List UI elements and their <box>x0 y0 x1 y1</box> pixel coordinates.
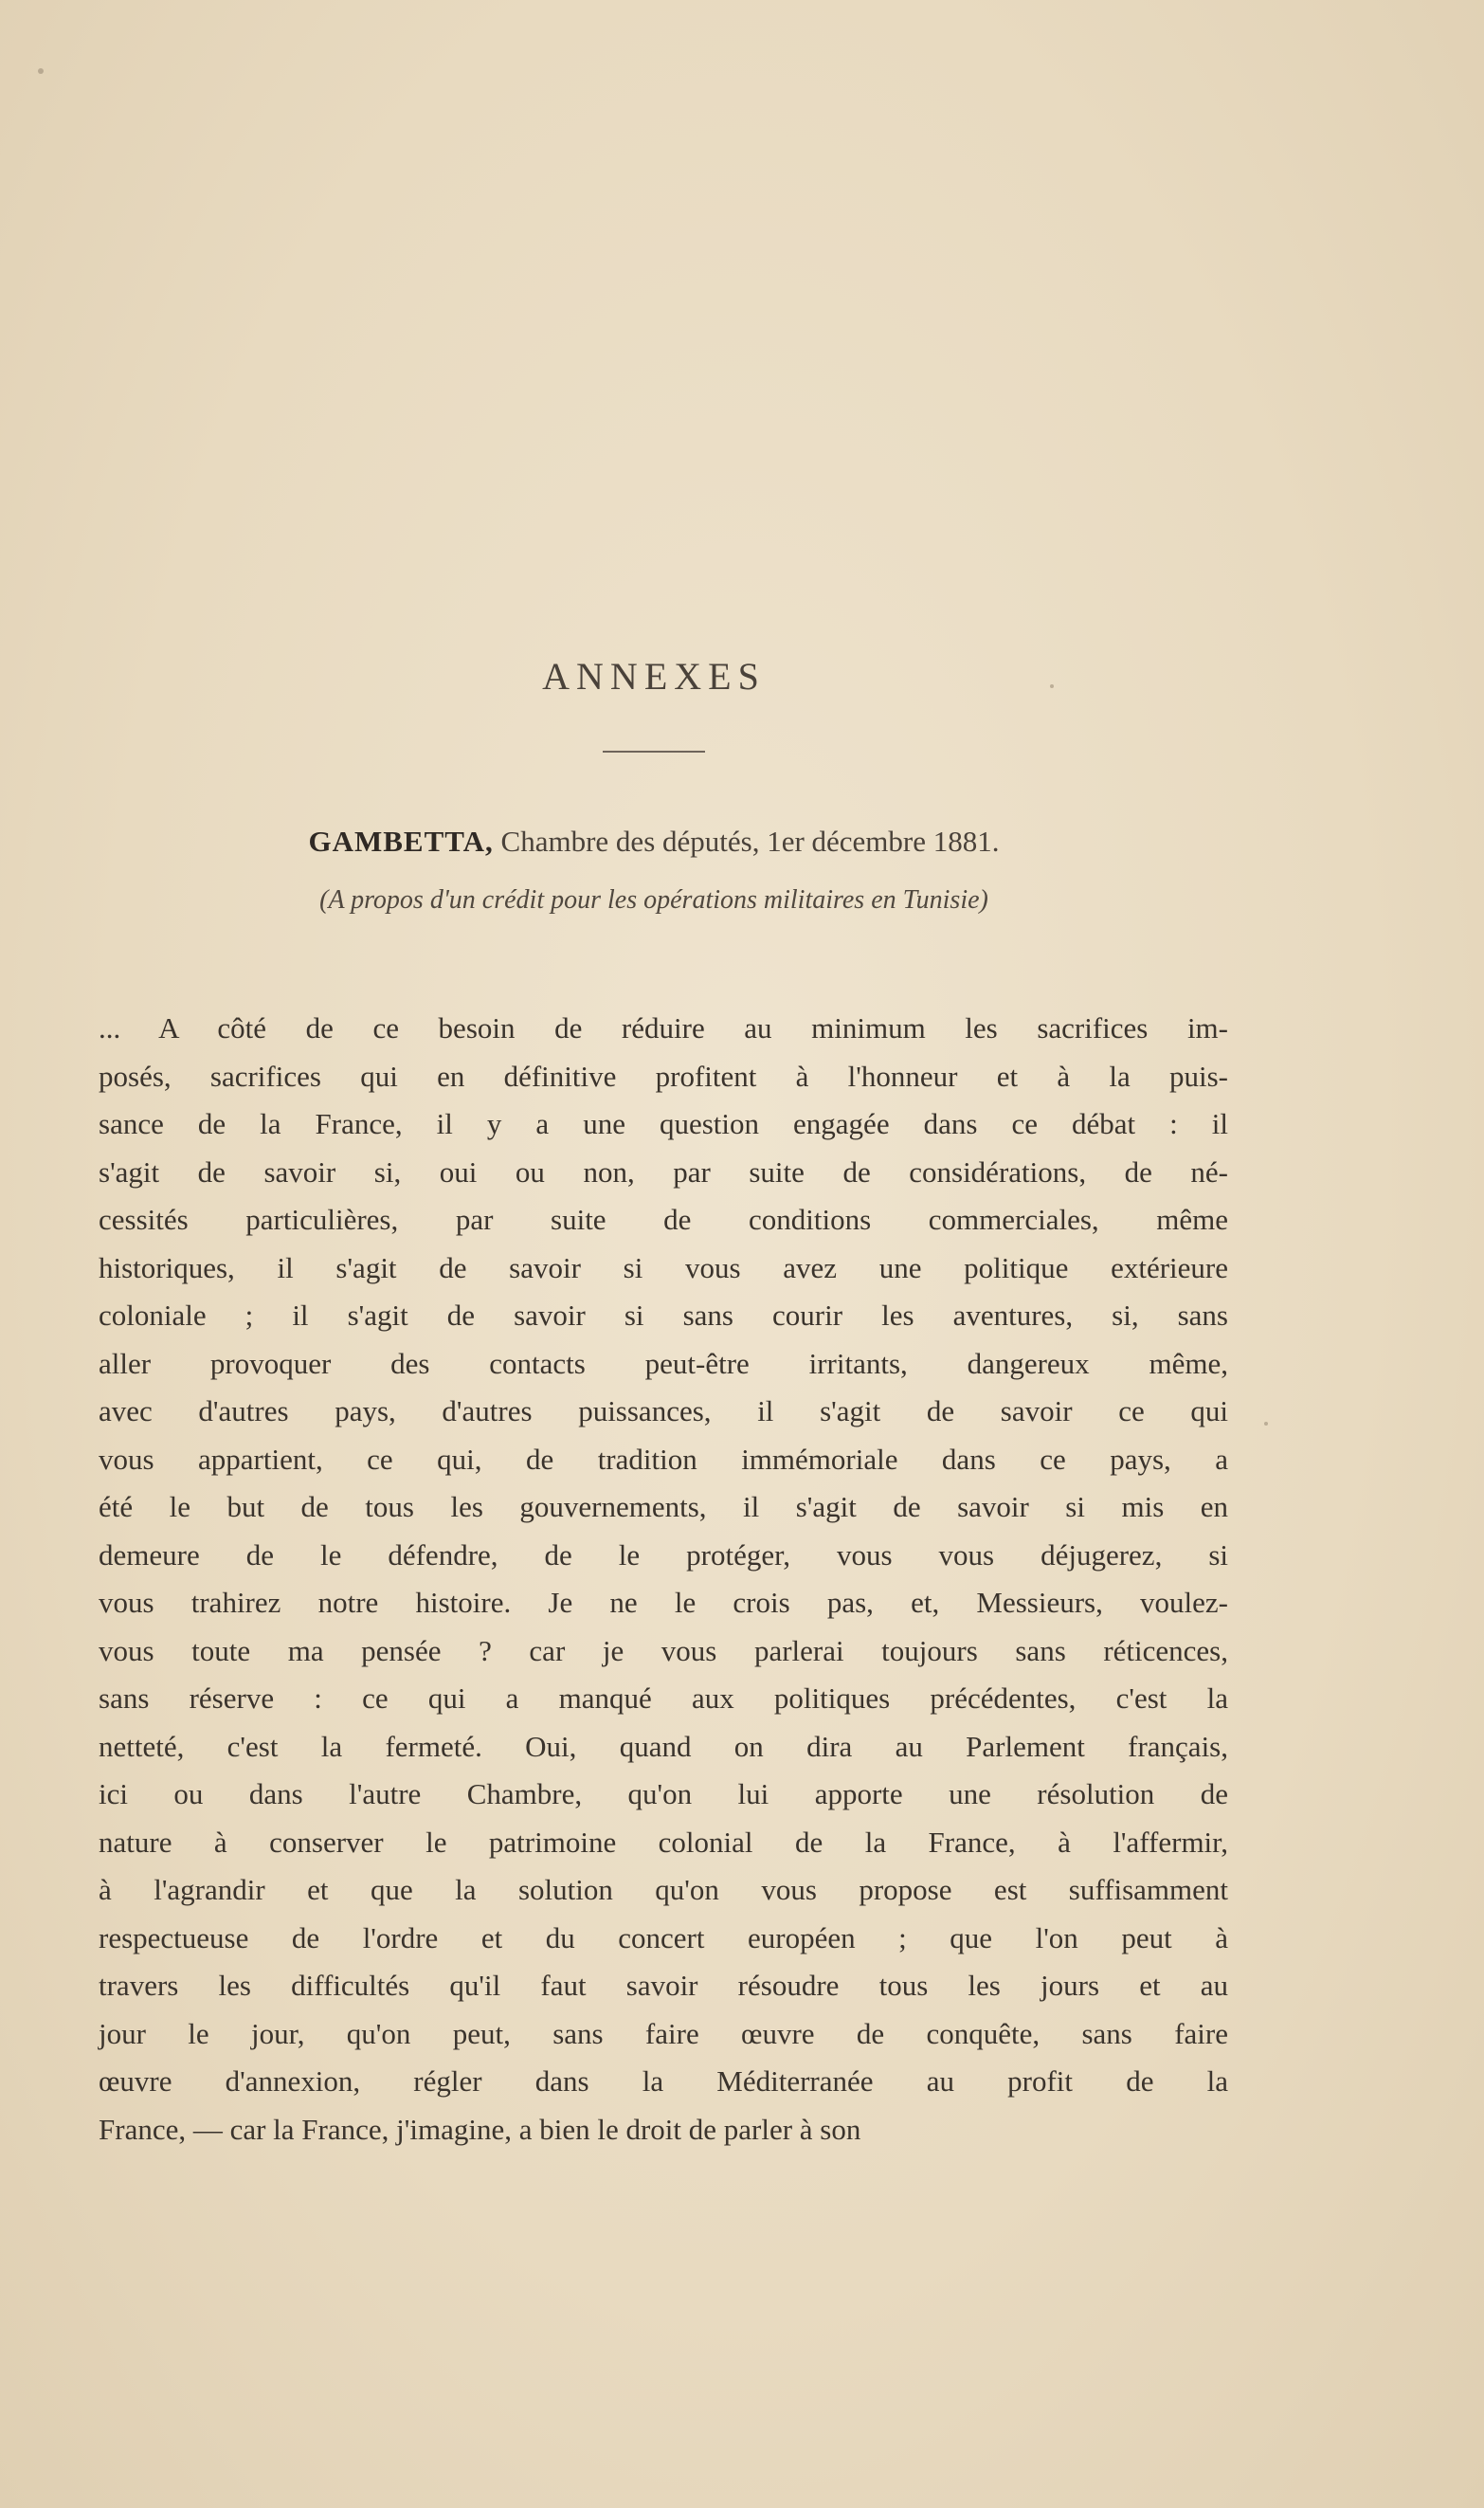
speech-subheading: (A propos d'un crédit pour les opérations militaires en Tunisie) <box>319 885 988 915</box>
text-line: jour le jour, qu'on peut, sans faire œuvre de conquête, sans faire <box>99 2016 1228 2050</box>
section-title: ANNEXES <box>542 655 766 698</box>
text-line: vous toute ma pensée ? car je vous parlerai toujours sans réticences, <box>99 1633 1228 1667</box>
text-line: nature à conserver le patrimoine colonial de la France, à l'affermir, <box>99 1825 1228 1859</box>
speech-text <box>99 1005 1228 2154</box>
text-line: ici ou dans l'autre Chambre, qu'on lui apporte une résolution de <box>99 1777 1228 1810</box>
text-line: posés, sacrifices qui en définitive profitent à l'honneur et à la puis- <box>99 1059 1228 1093</box>
text-line: avec d'autres pays, d'autres puissances, il s'agit de savoir ce qui <box>99 1394 1228 1427</box>
text-line: vous trahirez notre histoire. Je ne le crois pas, et, Messieurs, voulez- <box>99 1586 1228 1619</box>
text-line: à l'agrandir et que la solution qu'on vous propose est suffisamment <box>99 1873 1228 1906</box>
text-line: œuvre d'annexion, régler dans la Méditerranée au profit de la <box>99 2064 1228 2098</box>
text-line: été le but de tous les gouvernements, il s'agit de savoir si mis en <box>99 1490 1228 1523</box>
speech-details: Chambre des députés, 1er décembre 1881. <box>500 825 1000 858</box>
title-rule <box>603 751 705 753</box>
text-line: ... A côté de ce besoin de réduire au minimum les sacrifices im- <box>99 1011 1228 1045</box>
text-line: coloniale ; il s'agit de savoir si sans courir les aventures, si, sans <box>99 1299 1228 1332</box>
text-line: France, — car la France, j'imagine, a bien le droit de parler à son <box>99 2112 861 2146</box>
text-line: demeure de le défendre, de le protéger, vous vous déjugerez, si <box>99 1537 1228 1572</box>
text-line: s'agit de savoir si, oui ou non, par suite de considérations, de né- <box>99 1154 1228 1189</box>
text-line: historiques, il s'agit de savoir si vous avez une politique extérieure <box>99 1250 1228 1284</box>
text-line: sance de la France, il y a une question engagée dans ce débat : il <box>99 1107 1228 1140</box>
text-line: travers les difficultés qu'il faut savoir résoudre tous les jours et au <box>99 1969 1228 2002</box>
text-line: respectueuse de l'ordre et du concert européen ; que l'on peut à <box>99 1920 1228 1954</box>
text-line: aller provoquer des contacts peut-être irritants, dangereux même, <box>99 1346 1228 1380</box>
speaker-name: GAMBETTA, <box>308 825 494 858</box>
text-line: sans réserve : ce qui a manqué aux politiques précédentes, c'est la <box>99 1681 1228 1715</box>
paper-spot <box>38 68 44 74</box>
paper-spot <box>1264 1422 1268 1426</box>
speech-heading <box>0 825 1308 859</box>
text-line: cessités particulières, par suite de conditions commerciales, même <box>99 1203 1228 1236</box>
text-line: vous appartient, ce qui, de tradition immémoriale dans ce pays, a <box>99 1442 1228 1476</box>
text-line: netteté, c'est la fermeté. Oui, quand on dira au Parlement français, <box>99 1729 1228 1763</box>
